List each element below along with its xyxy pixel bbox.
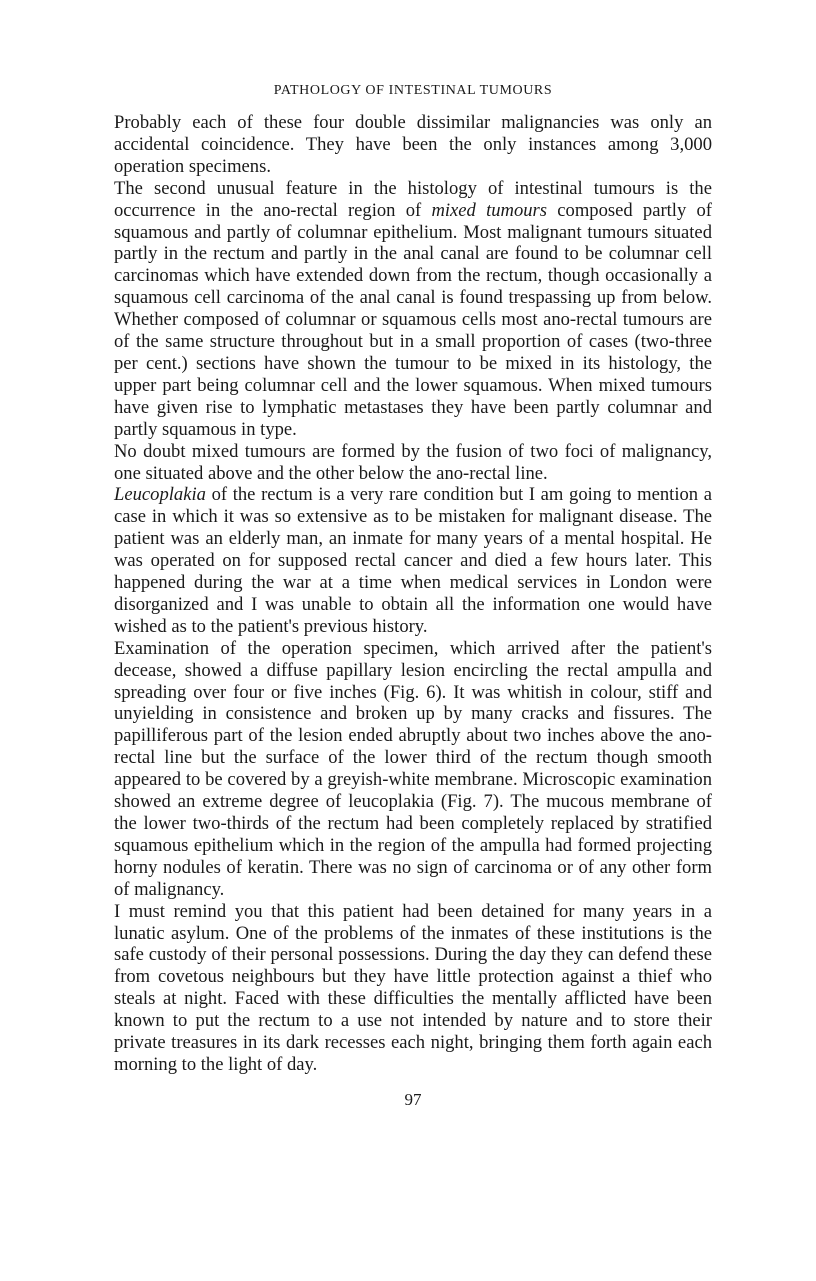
paragraph-mixed-tumours-body: composed partly of squamous and partly of columnar epithelium. Most malignant tumours situated partly in the rectum and partly in the anal canal are found to be columnar cell carcinomas which have extended down from the rectum, though occasionally a squamous cell carcinoma of the anal canal is found trespassing up from below. Whether composed of columnar or squamous cells most ano-rectal tumours are of the same structure throughout but in a small proportion of cases (two-three per cent.) sections have shown the tumour to be mixed in its histology, the upper part being columnar cell and the lower squamous. When mixed tumours have given rise to lymphatic metastases they have been partly columnar and partly squamous in type. (114, 199, 712, 440)
page (114, 82, 712, 1110)
paragraph-asylum: I must remind you that this patient had been detained for many years in a lunatic asylum. One of the problems of the inmates of these institutions is the safe custody of their personal possessions. During the day they can defend these from covetous neighbours but they have little protection against a thief who steals at night. Faced with these difficulties the mentally afflicted have been known to put the rectum to a use not intended by nature and to store their private treasures in its dark recesses each night, bringing them forth again each morning to the light of day. (114, 900, 712, 1075)
paragraph-mixed-tumours (114, 178, 712, 441)
term-leucoplakia: Leucoplakia (114, 484, 206, 506)
paragraph-leucoplakia (114, 484, 712, 637)
paragraph-leucoplakia-body: of the rectum is a very rare condition but I am going to mention a case in which it was so extensive as to be mistaken for malignant disease. The patient was an elderly man, an inmate for many years of a mental hospital. He was operated on for supposed rectal cancer and died a few hours later. This happened during the war at a time when medical services in London were disorganized and I was unable to obtain all the information one would have wished as to the patient's previous history. (114, 484, 712, 637)
paragraph-examination: Examination of the operation specimen, which arrived after the patient's decease, showed a diffuse papillary lesion encircling the rectal ampulla and spreading over four or five inches (Fig. 6). It was whitish in colour, stiff and unyielding in consistence and broken up by many cracks and fissures. The papilliferous part of the lesion ended abruptly about two inches above the ano-rectal line but the surface of the lower third of the rectum though smooth appeared to be covered by a greyish-white membrane. Microscopic examination showed an extreme degree of leucoplakia (Fig. 7). The mucous membrane of the lower two-thirds of the rectum had been completely replaced by stratified squamous epithelium which in the region of the ampulla had formed projecting horny nodules of keratin. There was no sign of carcinoma or of any other form of malignancy. (114, 637, 712, 900)
running-title: PATHOLOGY OF INTESTINAL TUMOURS (273, 83, 553, 98)
page-number: 97 (404, 1089, 422, 1109)
paragraph-fusion: No doubt mixed tumours are formed by the fusion of two foci of malignancy, one situated above and the other below the ano-rectal line. (114, 440, 712, 484)
paragraph-coincidence: Probably each of these four double dissimilar malignancies was only an accidental coincidence. They have been the only instances among 3,000 operation specimens. (114, 112, 712, 177)
term-mixed-tumours: mixed tumours (431, 199, 548, 221)
paragraph-mixed-tumours-lead: The second unusual feature in the histology of intestinal tumours is the occurrence in the ano-rectal region of (114, 177, 712, 221)
